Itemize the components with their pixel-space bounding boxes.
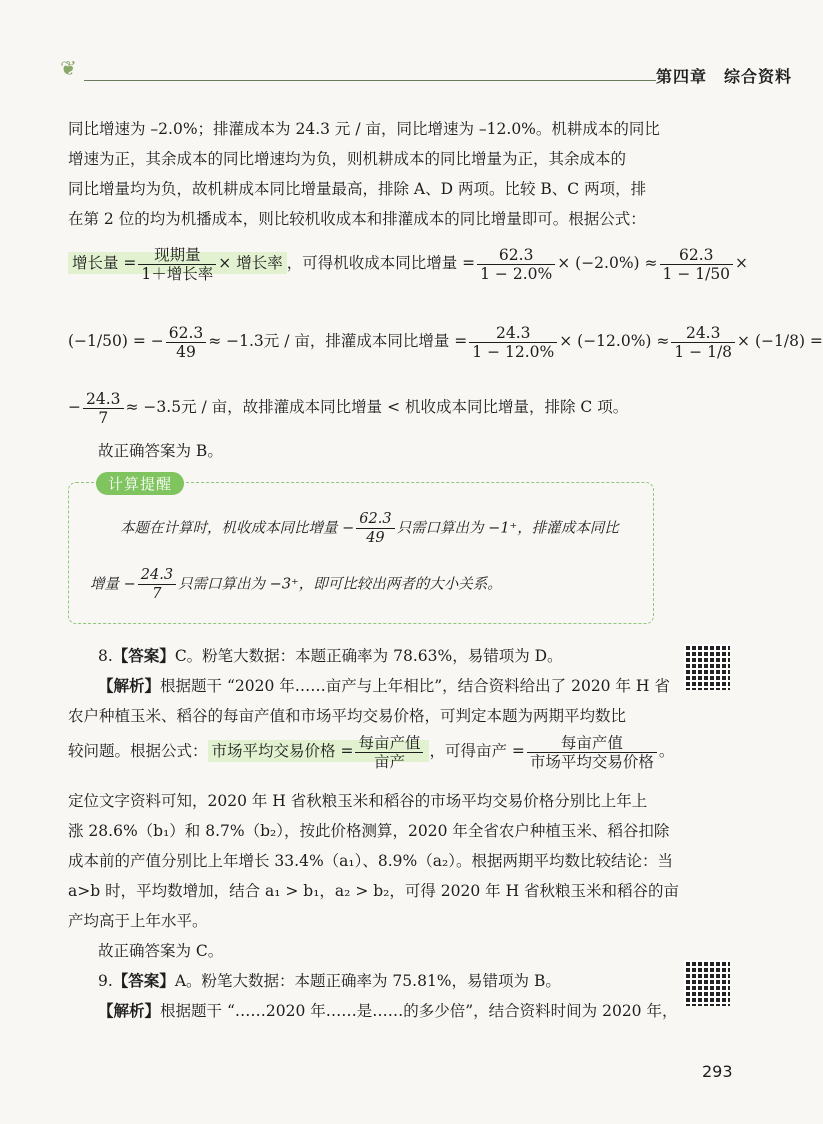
formula-line-3: − $\frac{24.3}{7}$ ≈ −3.5元 / 亩，故排灌成本同比增量 < 机收成本同比增量，排除 C 项。 bbox=[68, 389, 629, 427]
page-number: 293 bbox=[702, 1062, 733, 1081]
leaf-icon: ❦ bbox=[60, 56, 77, 80]
para-line: 增速为正，其余成本的同比增速均为负，则机耕成本的同比增量为正，其余成本的 bbox=[68, 150, 627, 168]
q8-answer: 8.【答案】C。粉笔大数据：本题正确率为 78.63%，易错项为 D。 bbox=[98, 647, 563, 665]
q8-analysis-line: 定位文字资料可知，2020 年 H 省秋粮玉米和稻谷的市场平均交易价格分别比上年上 bbox=[68, 792, 648, 810]
q8-analysis-line: 成本前的产值分别比上年增长 33.4%（a₁）、8.9%（a₂）。根据两期平均数比较结论：当 bbox=[68, 852, 673, 870]
para-line: 同比增量均为负，故机耕成本同比增量最高，排除 A、D 两项。比较 B、C 两项，排 bbox=[68, 180, 647, 198]
q8-final-answer: 故正确答案为 C。 bbox=[98, 942, 224, 960]
q8-formula-line: 较问题。根据公式： 市场平均交易价格 = $\frac{\text{每亩产值}}{\text{亩产}}$ ，可得亩产 = $\frac{\text{每亩产值}}{\text{市场平均交易价格}}$ 。 bbox=[68, 733, 675, 771]
para-line: 同比增速为 –2.0%；排灌成本为 24.3 元 / 亩，同比增速为 –12.0%。机耕成本的同比 bbox=[68, 120, 660, 138]
answer-7: 故正确答案为 B。 bbox=[98, 442, 223, 460]
tip-line-2: 增量 − $\frac{24.3}{7}$ 只需口算出为 −3⁺，即可比较出两者的大小关系。 bbox=[90, 567, 502, 602]
q9-answer: 9.【答案】A。粉笔大数据：本题正确率为 75.81%，易错项为 B。 bbox=[98, 972, 561, 990]
q9-analysis-line: 【解析】根据题干 “……2020 年……是……的多少倍”，结合资料时间为 2020 年， bbox=[98, 1002, 678, 1020]
header-rule bbox=[84, 80, 656, 81]
qr-code-icon[interactable] bbox=[684, 960, 730, 1006]
para-line: 在第 2 位的均为机播成本，则比较机收成本和排灌成本的同比增量即可。根据公式： bbox=[68, 210, 646, 228]
avg-price-formula: 市场平均交易价格 = $\frac{\text{每亩产值}}{\text{亩产}}$ bbox=[208, 740, 430, 762]
formula-line-2: (−1/50) = − $\frac{62.3}{49}$ ≈ −1.3元 / 亩，排灌成本同比增量 = $\frac{24.3}{1 - 12.0\%}$ × (−12.0%) ≈ $\frac{24.3}{1 - 1/8}$ × (−1/8) = bbox=[68, 323, 823, 361]
tip-label: 计算提醒 bbox=[96, 472, 184, 495]
q8-analysis-line: a>b 时，平均数增加，结合 a₁ > b₁，a₂ > b₂，可得 2020 年 H 省秋粮玉米和稻谷的亩 bbox=[68, 882, 680, 900]
growth-formula: 增长量 = $\frac{\text{现期量}}{\text{1＋增长率}}$ × 增长率 bbox=[68, 252, 287, 274]
formula-line-1: 增长量 = $\frac{\text{现期量}}{\text{1＋增长率}}$ × 增长率 ，可得机收成本同比增量 = $\frac{62.3}{1 - 2.0\%}$ × (−2.0%) ≈ $\frac{62.3}{1 - 1/50}$ × bbox=[68, 244, 748, 283]
tip-line-1: 本题在计算时，机收成本同比增量 − $\frac{62.3}{49}$ 只需口算出为 −1⁺，排灌成本同比 bbox=[120, 511, 619, 546]
q8-analysis-line: 【解析】根据题干 “2020 年……亩产与上年相比”，结合资料给出了 2020 年 H 省 bbox=[98, 677, 670, 695]
page-header bbox=[60, 56, 793, 86]
q8-analysis-line: 农户种植玉米、稻谷的每亩产值和市场平均交易价格，可判定本题为两期平均数比 bbox=[68, 707, 627, 725]
qr-code-icon[interactable] bbox=[684, 644, 730, 690]
q8-analysis-line: 产均高于上年水平。 bbox=[68, 912, 208, 930]
q8-analysis-line: 涨 28.6%（b₁）和 8.7%（b₂），按此价格测算，2020 年全省农户种植玉米、稻谷扣除 bbox=[68, 822, 670, 840]
chapter-title: 第四章 综合资料 bbox=[656, 67, 793, 86]
